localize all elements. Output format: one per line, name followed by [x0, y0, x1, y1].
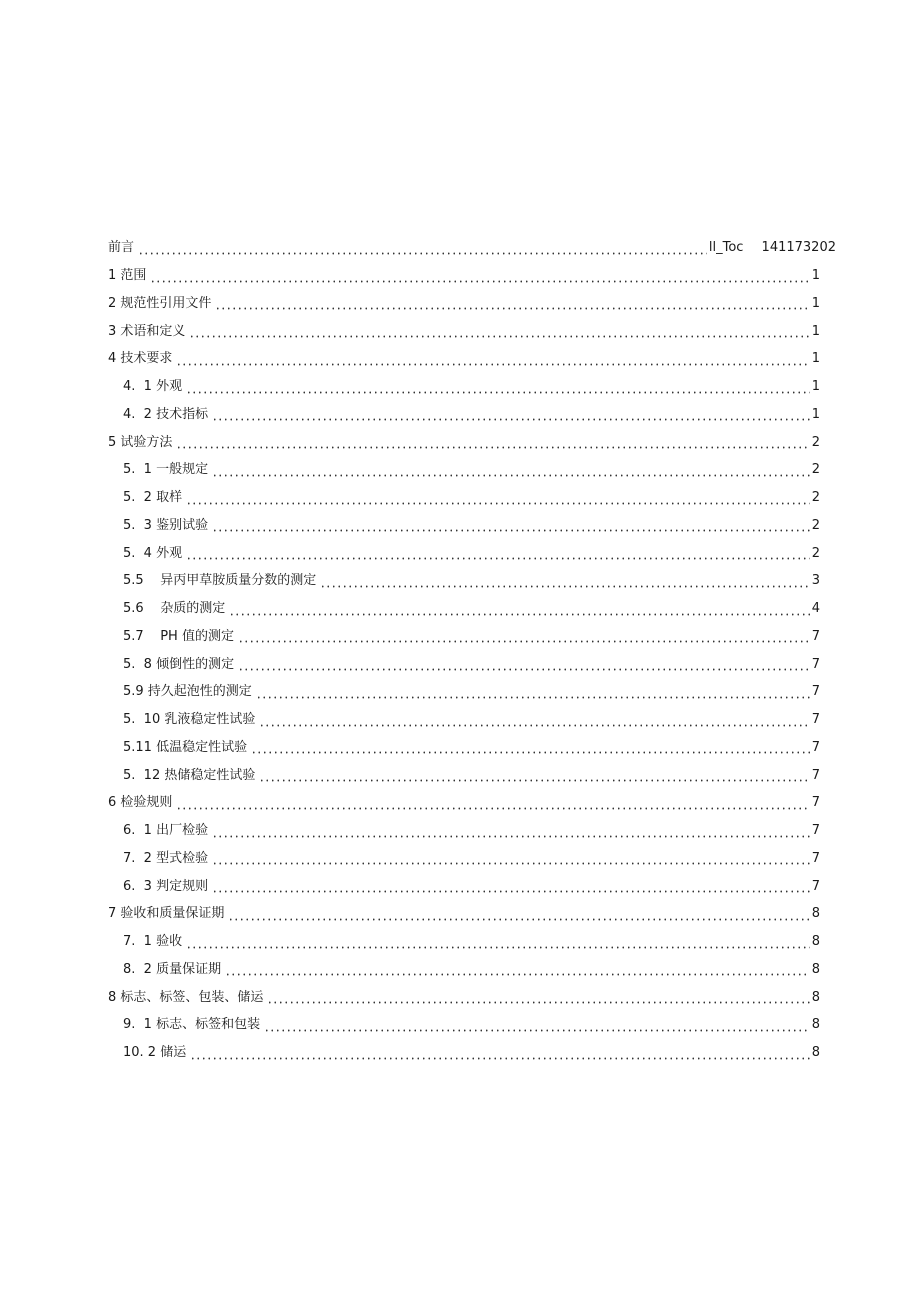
toc-entry-page: 8	[811, 934, 820, 950]
toc-subentry[interactable]	[0, 872, 820, 900]
toc-subentry[interactable]	[0, 761, 820, 789]
toc-dot-leader	[225, 962, 810, 976]
toc-entry[interactable]	[0, 428, 820, 456]
toc-entry[interactable]	[0, 789, 820, 817]
toc-subentry[interactable]	[0, 1011, 820, 1039]
toc-entry-label: 8. 2 质量保证期	[123, 961, 222, 977]
toc-dot-leader	[212, 407, 810, 421]
table-of-contents	[0, 234, 920, 1067]
toc-entry-label: 5.6 杂质的测定	[123, 601, 226, 617]
toc-dot-leader	[259, 713, 809, 727]
toc-dot-leader	[238, 657, 810, 671]
toc-entry-label: 7. 1 验收	[123, 934, 183, 950]
toc-dot-leader	[229, 602, 810, 616]
toc-entry-label: 6. 1 出厂检验	[123, 823, 209, 839]
toc-entry-page: 7	[811, 850, 820, 866]
toc-entry-page: ll_Toc 141173202	[708, 240, 836, 256]
toc-dot-leader	[176, 352, 809, 366]
toc-entry-page: 7	[811, 712, 820, 728]
toc-dot-leader	[176, 435, 809, 449]
toc-dot-leader	[251, 740, 810, 754]
toc-entry-page: 7	[811, 823, 820, 839]
toc-entry-page: 2	[811, 462, 820, 478]
toc-entry[interactable]	[0, 900, 820, 928]
toc-entry[interactable]	[0, 345, 820, 373]
toc-entry-label: 4. 1 外观	[123, 379, 183, 395]
toc-dot-leader	[150, 269, 809, 283]
toc-entry-label: 5. 1 一般规定	[123, 462, 209, 478]
toc-entry[interactable]	[0, 290, 820, 318]
toc-entry-foreword[interactable]	[0, 234, 836, 262]
toc-entry-page: 1	[811, 323, 820, 339]
toc-dot-leader	[186, 546, 810, 560]
toc-entry-page: 7	[811, 656, 820, 672]
toc-entry-page: 7	[811, 684, 820, 700]
toc-entry-label: 5. 3 鉴别试验	[123, 517, 209, 533]
toc-subentry[interactable]	[0, 845, 820, 873]
toc-entry[interactable]	[0, 262, 820, 290]
toc-entry-page: 2	[811, 545, 820, 561]
toc-entry-page: 7	[811, 878, 820, 894]
toc-dot-leader	[256, 685, 810, 699]
toc-entry[interactable]	[0, 983, 820, 1011]
toc-entry-page: 7	[811, 795, 820, 811]
toc-entry-label: 9. 1 标志、标签和包装	[123, 1017, 261, 1033]
toc-subentry[interactable]	[0, 512, 820, 540]
toc-entry-label: 前言	[108, 240, 135, 256]
toc-dot-leader	[228, 907, 809, 921]
toc-dot-leader	[212, 824, 810, 838]
toc-entry-label: 6 检验规则	[108, 795, 173, 811]
toc-dot-leader	[238, 629, 810, 643]
toc-entry-label: 5. 2 取样	[123, 490, 183, 506]
toc-dot-leader	[186, 491, 810, 505]
toc-subentry[interactable]	[0, 595, 820, 623]
toc-entry-label: 7. 2 型式检验	[123, 850, 209, 866]
toc-dot-leader	[212, 463, 810, 477]
toc-dot-leader	[212, 851, 810, 865]
toc-entry-page: 3	[811, 573, 820, 589]
toc-entry-page: 2	[811, 434, 820, 450]
toc-entry-label: 4 技术要求	[108, 351, 173, 367]
toc-entry-label: 5. 10 乳液稳定性试验	[123, 712, 256, 728]
toc-entry-page: 8	[811, 906, 820, 922]
toc-dot-leader	[190, 1046, 810, 1060]
toc-dot-leader	[212, 518, 810, 532]
toc-entry-label: 5. 4 外观	[123, 545, 183, 561]
toc-entry-label: 1 范围	[108, 268, 147, 284]
toc-entry-label: 3 术语和定义	[108, 323, 186, 339]
toc-entry-page: 7	[811, 739, 820, 755]
toc-entry[interactable]	[0, 317, 820, 345]
toc-entry-label: 8 标志、标签、包装、储运	[108, 989, 264, 1005]
toc-entry-page: 7	[811, 628, 820, 644]
toc-dot-leader	[176, 796, 809, 810]
toc-dot-leader	[264, 1018, 810, 1032]
toc-entry-page: 1	[811, 379, 820, 395]
toc-subentry[interactable]	[0, 678, 820, 706]
toc-subentry[interactable]	[0, 456, 820, 484]
toc-entry-label: 5 试验方法	[108, 434, 173, 450]
toc-entry-label: 4. 2 技术指标	[123, 406, 209, 422]
toc-entry-page: 7	[811, 767, 820, 783]
toc-entry-label: 5.11 低温稳定性试验	[123, 739, 248, 755]
toc-entry-label: 5. 8 倾倒性的测定	[123, 656, 235, 672]
toc-subentry[interactable]	[0, 373, 820, 401]
toc-entry-page: 2	[811, 517, 820, 533]
toc-entry-label: 5.9 持久起泡性的测定	[123, 684, 252, 700]
toc-dot-leader	[259, 768, 809, 782]
toc-entry-page: 1	[811, 268, 820, 284]
toc-dot-leader	[215, 296, 809, 310]
toc-entry-label: 5.5 异丙甲草胺质量分数的测定	[123, 573, 317, 589]
toc-entry-label: 2 规范性引用文件	[108, 295, 212, 311]
toc-dot-leader	[186, 935, 810, 949]
toc-entry-page: 1	[811, 295, 820, 311]
toc-subentry[interactable]	[0, 956, 820, 984]
toc-subentry[interactable]	[0, 734, 820, 762]
toc-entry-page: 1	[811, 406, 820, 422]
toc-dot-leader	[189, 324, 809, 338]
toc-subentry[interactable]	[0, 706, 820, 734]
toc-entry-label: 6. 3 判定规则	[123, 878, 209, 894]
toc-entry-page: 1	[811, 351, 820, 367]
toc-subentry[interactable]	[0, 539, 820, 567]
toc-dot-leader	[138, 241, 707, 255]
toc-dot-leader	[320, 574, 810, 588]
toc-subentry[interactable]	[0, 1039, 820, 1067]
toc-dot-leader	[186, 380, 810, 394]
toc-entry-label: 10. 2 储运	[123, 1045, 187, 1061]
toc-subentry[interactable]	[0, 817, 820, 845]
toc-entry-page: 8	[811, 1017, 820, 1033]
toc-subentry[interactable]	[0, 567, 820, 595]
toc-subentry[interactable]	[0, 484, 820, 512]
toc-subentry[interactable]	[0, 650, 820, 678]
toc-entry-page: 8	[811, 989, 820, 1005]
toc-entry-page: 8	[811, 1045, 820, 1061]
toc-subentry[interactable]	[0, 401, 820, 429]
toc-entry-label: 5.7 PH 值的测定	[123, 628, 234, 644]
toc-dot-leader	[212, 879, 810, 893]
toc-entry-label: 7 验收和质量保证期	[108, 906, 225, 922]
toc-entry-page: 8	[811, 961, 820, 977]
toc-subentry[interactable]	[0, 623, 820, 651]
toc-entry-label: 5. 12 热储稳定性试验	[123, 767, 256, 783]
toc-entry-page: 2	[811, 490, 820, 506]
toc-subentry[interactable]	[0, 928, 820, 956]
toc-entry-page: 4	[811, 601, 820, 617]
toc-dot-leader	[267, 990, 809, 1004]
